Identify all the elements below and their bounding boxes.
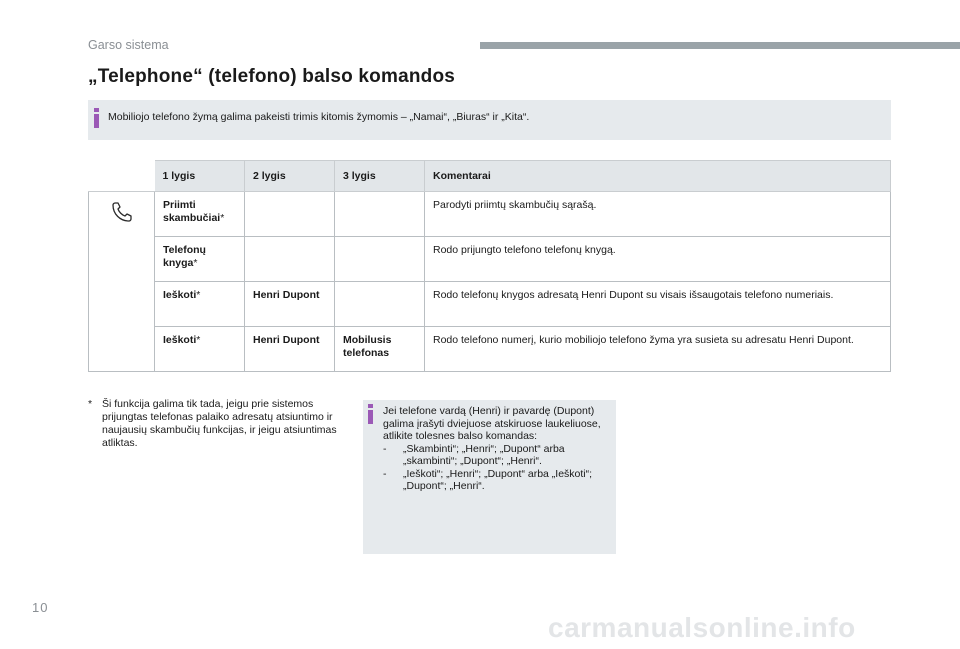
cell-level1: Telefonų knyga* bbox=[155, 237, 245, 282]
tip-text bbox=[383, 405, 613, 493]
table-header-level3: 3 lygis bbox=[335, 161, 425, 192]
cell-level1: Ieškoti* bbox=[155, 282, 245, 327]
cell-level2 bbox=[245, 237, 335, 282]
list-item: - „Skambinti“; „Henri“; „Dupont“ arba „skambinti“; „Dupont“; „Henri“. bbox=[383, 442, 565, 467]
info-text: Mobiliojo telefono žymą galima pakeisti trimis kitomis žymomis – „Namai“, „Biuras“ ir „Kita“. bbox=[108, 111, 530, 123]
cell-level1: Priimti skambučiai* bbox=[155, 192, 245, 237]
cell-level2 bbox=[245, 192, 335, 237]
phone-handset-icon bbox=[110, 200, 134, 224]
phone-icon-cell bbox=[89, 192, 155, 372]
cell-level3 bbox=[335, 282, 425, 327]
table-row bbox=[89, 327, 891, 372]
cell-level2: Henri Dupont bbox=[245, 327, 335, 372]
cell-level1: Ieškoti* bbox=[155, 327, 245, 372]
footnote bbox=[88, 398, 350, 450]
info-icon bbox=[368, 404, 373, 424]
table-header-level1: 1 lygis bbox=[155, 161, 245, 192]
footnote-mark: * bbox=[88, 398, 93, 410]
table-header-icon-column bbox=[89, 161, 155, 192]
page-number: 10 bbox=[32, 600, 49, 615]
table-row bbox=[89, 237, 891, 282]
cell-comment: Rodo telefonų knygos adresatą Henri Dupont su visais išsaugotais telefono numeriais. bbox=[425, 282, 891, 327]
table-row bbox=[89, 282, 891, 327]
cell-level3 bbox=[335, 192, 425, 237]
watermark: carmanualsonline.info bbox=[548, 612, 856, 643]
tip-intro: Jei telefone vardą (Henri) ir pavardę (Dupont) galima įrašyti dviejuose atskiruose laukeliuose, atlikite tolesnes balso komandas: bbox=[383, 405, 601, 442]
voice-commands-table bbox=[88, 160, 891, 372]
page-title: „Telephone“ (telefono) balso komandos bbox=[88, 66, 456, 87]
table-header-comments: Komentarai bbox=[425, 161, 891, 192]
cell-comment: Parodyti priimtų skambučių sąrašą. bbox=[425, 192, 891, 237]
footnote-text: Ši funkcija galima tik tada, jeigu prie sistemos prijungtas telefonas palaiko adresatų atsiuntimo ir naujausių skambučių funkcijas, ir jeigu atsiuntimas atliktas. bbox=[102, 398, 337, 449]
table-row bbox=[89, 192, 891, 237]
section-header: Garso sistema bbox=[88, 38, 169, 52]
list-item: - „Ieškoti“; „Henri“; „Dupont“ arba „Ieškoti“; „Dupont“; „Henri“. bbox=[383, 467, 593, 492]
tip-list bbox=[383, 443, 613, 493]
cell-comment: Rodo prijungto telefono telefonų knygą. bbox=[425, 237, 891, 282]
table-header-row bbox=[89, 161, 891, 192]
cell-level3: Mobilusis telefonas bbox=[335, 327, 425, 372]
info-icon bbox=[94, 108, 99, 128]
section-header-bar bbox=[480, 42, 960, 49]
cell-level3 bbox=[335, 237, 425, 282]
table-header-level2: 2 lygis bbox=[245, 161, 335, 192]
cell-comment: Rodo telefono numerį, kurio mobiliojo telefono žyma yra susieta su adresatu Henri Dupont. bbox=[425, 327, 891, 372]
cell-level2: Henri Dupont bbox=[245, 282, 335, 327]
